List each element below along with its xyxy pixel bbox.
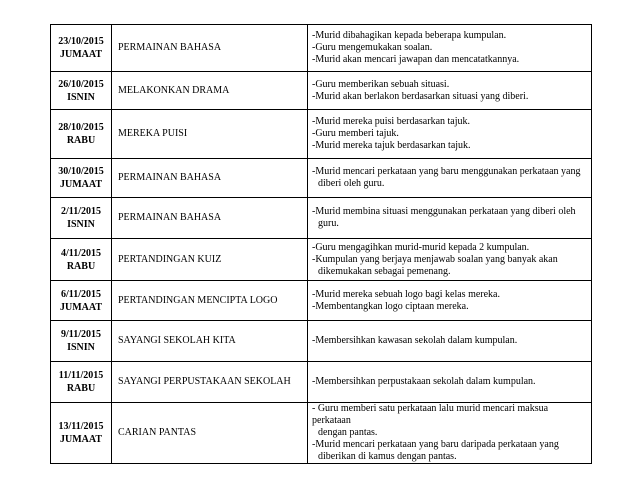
activity-cell: SAYANGI PERPUSTAKAAN SEKOLAH (112, 362, 308, 403)
day-text: JUMAAT (59, 301, 103, 313)
activity-cell: PERMAINAN BAHASA (112, 25, 308, 72)
day-text: ISNIN (67, 342, 95, 353)
description-line: -Murid dibahagikan kepada beberapa kumpulan. (312, 30, 507, 41)
description-line: -Murid mencari perkataan yang baru daripada perkataan yang (312, 439, 559, 450)
table-row (51, 281, 592, 321)
schedule-body (51, 25, 592, 464)
date-text: 13/11/2015 (58, 421, 104, 432)
table-row (51, 198, 592, 239)
description-line: dengan pantas. (318, 427, 378, 438)
date-text: 26/10/2015 (58, 78, 104, 90)
description-cell (308, 110, 592, 159)
day-text: RABU (66, 135, 96, 146)
activity-cell: PERTANDINGAN KUIZ (112, 239, 308, 281)
description-cell (308, 403, 592, 464)
description-line: -Membersihkan perpustakaan sekolah dalam kumpulan. (312, 376, 536, 387)
description-cell (308, 239, 592, 281)
description-line: guru. (318, 218, 339, 229)
activity-cell: SAYANGI SEKOLAH KITA (112, 321, 308, 362)
description-line: -Murid akan mencari jawapan dan mencatatkannya. (312, 54, 520, 65)
description-line: -Guru mengagihkan murid-murid kepada 2 kumpulan. (312, 241, 530, 253)
date-cell (51, 403, 112, 464)
activity-cell: MELAKONKAN DRAMA (112, 72, 308, 110)
date-cell (51, 72, 112, 110)
day-text: RABU (66, 260, 96, 272)
description-line: diberi oleh guru. (318, 178, 385, 189)
description-line: -Murid mereka puisi berdasarkan tajuk. (312, 116, 471, 127)
description-cell (308, 72, 592, 110)
day-text: ISNIN (67, 91, 95, 103)
table-row (51, 72, 592, 110)
table-row (51, 403, 592, 464)
date-cell (51, 25, 112, 72)
description-line: dikemukakan sebagai pemenang. (318, 265, 451, 277)
table-row (51, 159, 592, 198)
description-line: -Guru memberi tajuk. (312, 128, 399, 139)
description-line: -Murid akan berlakon berdasarkan situasi yang diberi. (312, 90, 529, 102)
date-cell (51, 159, 112, 198)
date-cell (51, 321, 112, 362)
table-row (51, 25, 592, 72)
date-text: 9/11/2015 (60, 329, 101, 340)
date-text: 30/10/2015 (58, 166, 104, 177)
activity-cell: PERMAINAN BAHASA (112, 159, 308, 198)
date-text: 11/11/2015 (58, 370, 104, 381)
date-text: 23/10/2015 (58, 36, 104, 47)
day-text: ISNIN (67, 219, 95, 230)
description-cell (308, 159, 592, 198)
description-line: -Murid mereka sebuah logo bagi kelas mereka. (312, 288, 500, 300)
date-text: 6/11/2015 (60, 288, 101, 300)
description-cell (308, 362, 592, 403)
table-row (51, 321, 592, 362)
description-line: -Guru mengemukakan soalan. (312, 42, 433, 53)
day-text: JUMAAT (59, 49, 103, 60)
description-line: -Membentangkan logo ciptaan mereka. (312, 300, 469, 312)
date-cell (51, 362, 112, 403)
day-text: JUMAAT (59, 434, 103, 445)
date-cell (51, 281, 112, 321)
description-line: - Guru memberi satu perkataan lalu murid mencari maksua perkataan (312, 403, 549, 426)
date-text: 4/11/2015 (60, 247, 101, 259)
description-cell (308, 198, 592, 239)
day-text: RABU (66, 383, 96, 394)
description-line: -Murid mencari perkataan yang baru menggunakan perkataan yang (312, 166, 581, 177)
date-text: 2/11/2015 (60, 206, 101, 217)
description-line: -Kumpulan yang berjaya menjawab soalan yang banyak akan (312, 253, 558, 265)
description-cell (308, 281, 592, 321)
description-line: diberikan di kamus dengan pantas. (318, 451, 457, 462)
table-row (51, 239, 592, 281)
date-text: 28/10/2015 (58, 122, 104, 133)
activity-cell: PERTANDINGAN MENCIPTA LOGO (112, 281, 308, 321)
activity-cell: PERMAINAN BAHASA (112, 198, 308, 239)
day-text: JUMAAT (59, 179, 103, 190)
description-line: -Murid mereka tajuk berdasarkan tajuk. (312, 140, 471, 151)
table-row (51, 110, 592, 159)
activity-cell: CARIAN PANTAS (112, 403, 308, 464)
date-cell (51, 198, 112, 239)
table-row (51, 362, 592, 403)
activity-cell: MEREKA PUISI (112, 110, 308, 159)
description-line: -Membersihkan kawasan sekolah dalam kumpulan. (312, 335, 518, 346)
description-cell (308, 321, 592, 362)
date-cell (51, 239, 112, 281)
date-cell (51, 110, 112, 159)
description-line: -Murid membina situasi menggunakan perkataan yang diberi oleh (312, 206, 576, 217)
description-line: -Guru memberikan sebuah situasi. (312, 78, 450, 90)
activity-schedule-table (50, 24, 592, 464)
description-cell (308, 25, 592, 72)
